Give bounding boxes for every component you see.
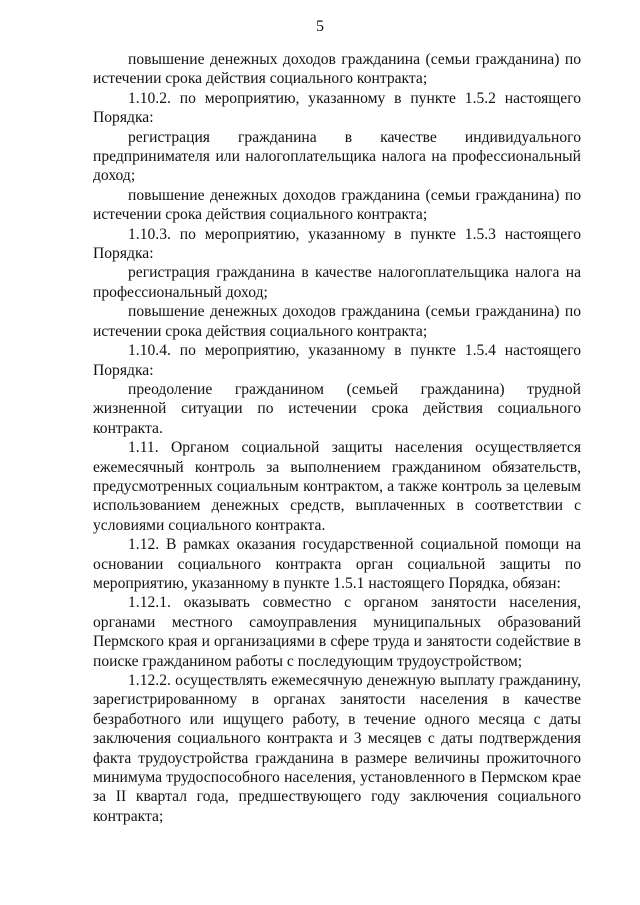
- paragraph-income-increase-3: повышение денежных доходов гражданина (семьи гражданина) по истечении срока действия социального контракта;: [93, 303, 581, 340]
- paragraph-1-12-1: 1.12.1. оказывать совместно с органом занятости населения, органами местного самоуправления муниципальных образований Пермского края и организациями в сфере труда и занятости содействие в поиске гражданином работы с последующим трудоустройством;: [93, 594, 581, 670]
- paragraph-income-increase-1: повышение денежных доходов гражданина (семьи гражданина) по истечении срока действия социального контракта;: [93, 51, 581, 88]
- paragraph-1-11: 1.11. Органом социальной защиты населения осуществляется ежемесячный контроль за выполнением гражданином обязательств, предусмотренных социальным контрактом, а также контроль за целевым использованием денежных средств, выплаченных в соответствии с условиями социального контракта.: [93, 439, 581, 534]
- paragraph-registration-entrepreneur: регистрация гражданина в качестве индивидуального предпринимателя или налогоплательщика налога на профессиональный доход;: [93, 128, 581, 185]
- paragraph-income-increase-2: повышение денежных доходов гражданина (семьи гражданина) по истечении срока действия социального контракта;: [93, 186, 581, 224]
- paragraph-1-12-2: 1.12.2. осуществлять ежемесячную денежную выплату гражданину, зарегистрированному в органах занятости населения в качестве безработного или ищущего работу, в течение одного месяца с даты заключения социального контракта и 3 месяцев с даты подтверждения факта трудоустройства гражданина в размере величины прожиточного минимума трудоспособного населения, установленного в Пермском крае за II квартал года, предшествующего году заключения социального контракта;: [93, 672, 581, 825]
- page-number: 5: [316, 18, 324, 35]
- paragraph-overcoming-hardship: преодоление гражданином (семьей гражданина) трудной жизненной ситуации по истечении срока действия социального контракта.: [93, 380, 581, 437]
- document-body: [93, 50, 581, 826]
- paragraph-1-12: 1.12. В рамках оказания государственной социальной помощи на основании социального контракта орган социальной защиты по мероприятию, указанному в пункте 1.5.1 настоящего Порядка, обязан:: [93, 536, 581, 592]
- paragraph-registration-taxpayer: регистрация гражданина в качестве налогоплательщика налога на профессиональный доход;: [93, 264, 581, 301]
- paragraph-1-10-3: 1.10.3. по мероприятию, указанному в пункте 1.5.3 настоящего Порядка:: [93, 225, 581, 263]
- paragraph-1-10-2: 1.10.2. по мероприятию, указанному в пункте 1.5.2 настоящего Порядка:: [93, 89, 581, 127]
- paragraph-1-10-4: 1.10.4. по мероприятию, указанному в пункте 1.5.4 настоящего Порядка:: [93, 342, 581, 379]
